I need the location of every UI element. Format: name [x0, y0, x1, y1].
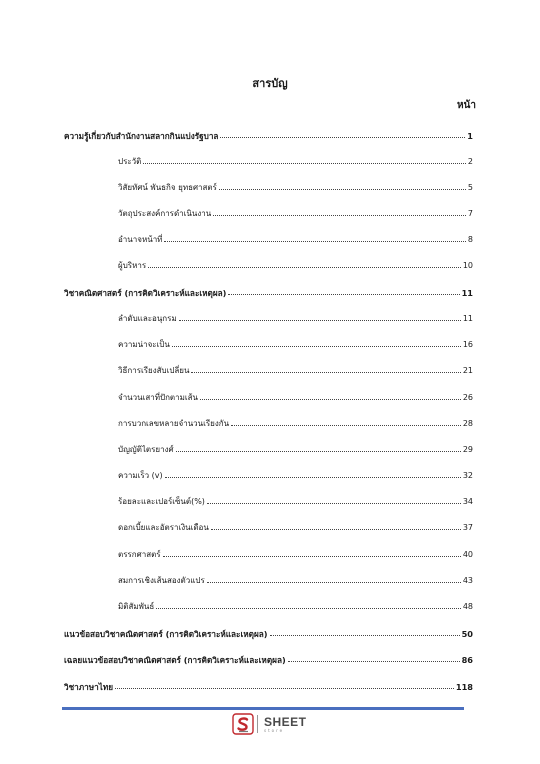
dot-leader [115, 688, 454, 689]
footer-divider [62, 707, 464, 710]
toc-subsection-row[interactable] [0, 571, 540, 585]
dot-leader [228, 294, 459, 295]
dot-leader [191, 372, 460, 373]
toc-entry-label: ความน่าจะเป็น [118, 340, 170, 349]
toc-subsection-row[interactable] [0, 361, 540, 375]
toc-page-number: 50 [461, 628, 473, 639]
logo-word: SHEET [264, 714, 307, 729]
dot-leader [211, 529, 461, 530]
logo-divider [257, 715, 258, 733]
toc-page-number: 11 [461, 287, 473, 298]
dot-leader [231, 425, 461, 426]
toc-subsection-row[interactable] [0, 466, 540, 480]
logo-s-icon [232, 713, 254, 735]
dot-leader [165, 477, 461, 478]
toc-entry-label: วิชาภาษาไทย [64, 681, 114, 692]
dot-leader [213, 215, 466, 216]
toc-subsection-row[interactable] [0, 309, 540, 323]
toc-page-number: 118 [455, 681, 473, 692]
toc-section-row[interactable] [0, 126, 540, 140]
sheet-store-logo [232, 713, 307, 735]
toc-subsection-row[interactable] [0, 335, 540, 349]
toc-page-number: 2 [467, 157, 473, 166]
dot-leader [156, 608, 461, 609]
toc-entry-label: การบวกเลขหลายจำนวนเรียงกัน [118, 419, 230, 428]
dot-leader [164, 241, 465, 242]
dot-leader [270, 635, 460, 636]
toc-entry-label: อำนาจหน้าที่ [118, 235, 163, 244]
toc-subsection-row[interactable] [0, 204, 540, 218]
toc-section-row[interactable] [0, 283, 540, 297]
toc-subsection-row[interactable] [0, 518, 540, 532]
toc-page-number: 11 [462, 314, 473, 323]
toc-entry-label: ผู้บริหาร [118, 261, 147, 270]
toc-subsection-row[interactable] [0, 492, 540, 506]
dot-leader [220, 137, 465, 138]
toc-page-number: 7 [467, 209, 473, 218]
toc-entry-label: บัญญัติไตรยางศ์ [118, 445, 174, 454]
toc-entry-label: วิชาคณิตศาสตร์ (การคิดวิเคราะห์และเหตุผล) [64, 287, 227, 298]
toc-entry-label: แนวข้อสอบวิชาคณิตศาสตร์ (การคิดวิเคราะห์และเหตุผล) [64, 628, 268, 639]
page-title: สารบัญ [252, 77, 288, 90]
toc-entry-label: เฉลยแนวข้อสอบวิชาคณิตศาสตร์ (การคิดวิเคราะห์และเหตุผล) [64, 654, 286, 665]
toc-entry-label: มิติสัมพันธ์ [118, 602, 155, 611]
toc-page-number: 34 [462, 497, 473, 506]
toc-entry-label: ความเร็ว (v) [118, 471, 163, 480]
toc-section-row[interactable] [0, 677, 540, 691]
toc-subsection-row[interactable] [0, 256, 540, 270]
toc-entry-label: ดอกเบี้ยและอัตราเงินเดือน [118, 523, 209, 532]
toc-subsection-row[interactable] [0, 230, 540, 244]
logo-text [264, 716, 307, 733]
toc-subsection-row[interactable] [0, 440, 540, 454]
dot-leader [207, 582, 461, 583]
toc-entry-label: สมการเชิงเส้นสองตัวแปร [118, 576, 205, 585]
toc-page-number: 1 [467, 130, 473, 141]
toc-entry-label: ความรู้เกี่ยวกับสำนักงานสลากกินแบ่งรัฐบาล [64, 130, 219, 141]
toc-page-number: 40 [462, 550, 473, 559]
page-column-header: หน้า [456, 100, 476, 111]
logo-subtext: store [264, 727, 285, 733]
dot-leader [179, 320, 461, 321]
toc-subsection-row[interactable] [0, 388, 540, 402]
toc-entry-label: ลำดับและอนุกรม [118, 314, 177, 323]
dot-leader [219, 189, 466, 190]
toc-entry-label: ร้อยละและเปอร์เซ็นต์(%) [118, 497, 205, 506]
toc-entry-label: วิสัยทัศน์ พันธกิจ ยุทธศาสตร์ [118, 183, 217, 192]
toc-entry-label: วัตถุประสงค์การดำเนินงาน [118, 209, 212, 218]
dot-leader [288, 661, 460, 662]
toc-page-number: 37 [462, 523, 473, 532]
dot-leader [200, 399, 461, 400]
toc-section-row[interactable] [0, 624, 540, 638]
dot-leader [176, 451, 461, 452]
toc-entry-label: ตรรกศาสตร์ [118, 550, 161, 559]
toc-page-number: 48 [462, 602, 473, 611]
toc-page-number: 43 [462, 576, 473, 585]
toc-subsection-row[interactable] [0, 597, 540, 611]
dot-leader [148, 267, 461, 268]
toc-page-number: 32 [462, 471, 473, 480]
toc-page-number: 10 [462, 261, 473, 270]
dot-leader [207, 503, 461, 504]
toc-page-number: 8 [467, 235, 473, 244]
toc-page-number: 28 [462, 419, 473, 428]
toc-subsection-row[interactable] [0, 545, 540, 559]
toc-page-number: 5 [467, 183, 473, 192]
toc-entry-label: วิธีการเรียงสับเปลี่ยน [118, 366, 190, 375]
toc-subsection-row[interactable] [0, 152, 540, 166]
toc-subsection-row[interactable] [0, 178, 540, 192]
toc-entry-label: จำนวนเสาที่ปักตามเส้น [118, 393, 198, 402]
toc-page-number: 29 [462, 445, 473, 454]
toc-subsection-row[interactable] [0, 414, 540, 428]
toc-page-number: 26 [462, 393, 473, 402]
toc-section-row[interactable] [0, 650, 540, 664]
toc-page-number: 86 [461, 654, 473, 665]
dot-leader [163, 556, 461, 557]
toc-entry-label: ประวัติ [118, 157, 142, 166]
toc-page-number: 21 [462, 366, 473, 375]
dot-leader [172, 346, 461, 347]
toc-page-number: 16 [462, 340, 473, 349]
dot-leader [143, 163, 466, 164]
